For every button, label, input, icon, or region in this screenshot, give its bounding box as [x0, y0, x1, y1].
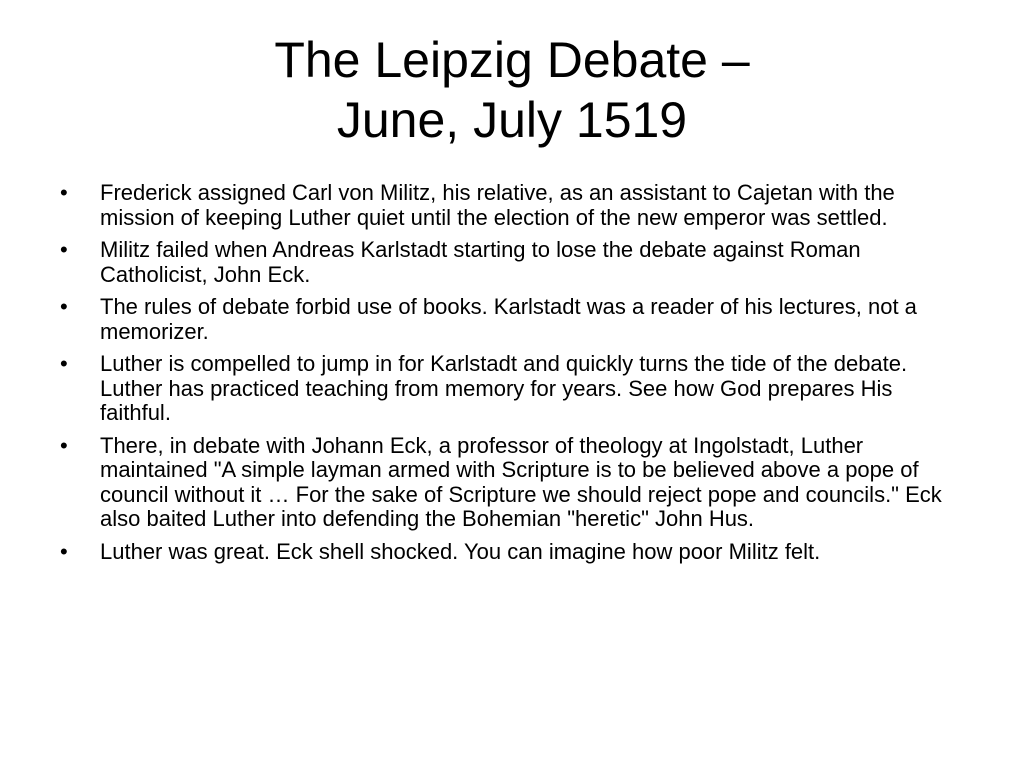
slide-title-line-2: June, July 1519 — [336, 92, 688, 148]
bullet-icon: • — [60, 294, 68, 319]
bullet-icon: • — [60, 237, 68, 262]
bullet-icon: • — [60, 432, 68, 458]
slide-title-line-1: The Leipzig Debate – — [274, 32, 750, 88]
bullet-icon: • — [60, 538, 68, 564]
bullet-text: Luther was great. Eck shell shocked. You can imagine how poor Militz felt. — [100, 538, 821, 564]
bullet-icon: • — [60, 180, 68, 205]
bullet-list — [60, 181, 960, 572]
bullet-text: There, in debate with Johann Eck, a professor of theology at Ingolstadt, Luther maintained "A simple layman armed with Scripture is to be believed above a pope of council without it … For the sake of Scripture we should reject pope and councils." Eck also baited Luther into defending the Bohemian "heretic" John Hus. — [100, 432, 942, 531]
bullet-text: Frederick assigned Carl von Militz, his relative, as an assistant to Cajetan with the mission of keeping Luther quiet until the election of the new emperor was settled. — [100, 180, 895, 230]
bullet-item — [60, 434, 960, 532]
bullet-item — [60, 540, 960, 565]
bullet-item — [60, 352, 960, 426]
bullet-item — [60, 238, 960, 287]
bullet-text: Luther is compelled to jump in for Karlstadt and quickly turns the tide of the debate. Luther has practiced teaching from memory for years. See how God prepares His faithful. — [100, 351, 908, 425]
slide-title — [0, 30, 1024, 150]
bullet-item — [60, 181, 960, 230]
bullet-item — [60, 295, 960, 344]
bullet-text: Militz failed when Andreas Karlstadt starting to lose the debate against Roman Catholicist, John Eck. — [100, 237, 861, 287]
bullet-text: The rules of debate forbid use of books. Karlstadt was a reader of his lectures, not a memorizer. — [100, 294, 917, 344]
bullet-icon: • — [60, 351, 68, 376]
